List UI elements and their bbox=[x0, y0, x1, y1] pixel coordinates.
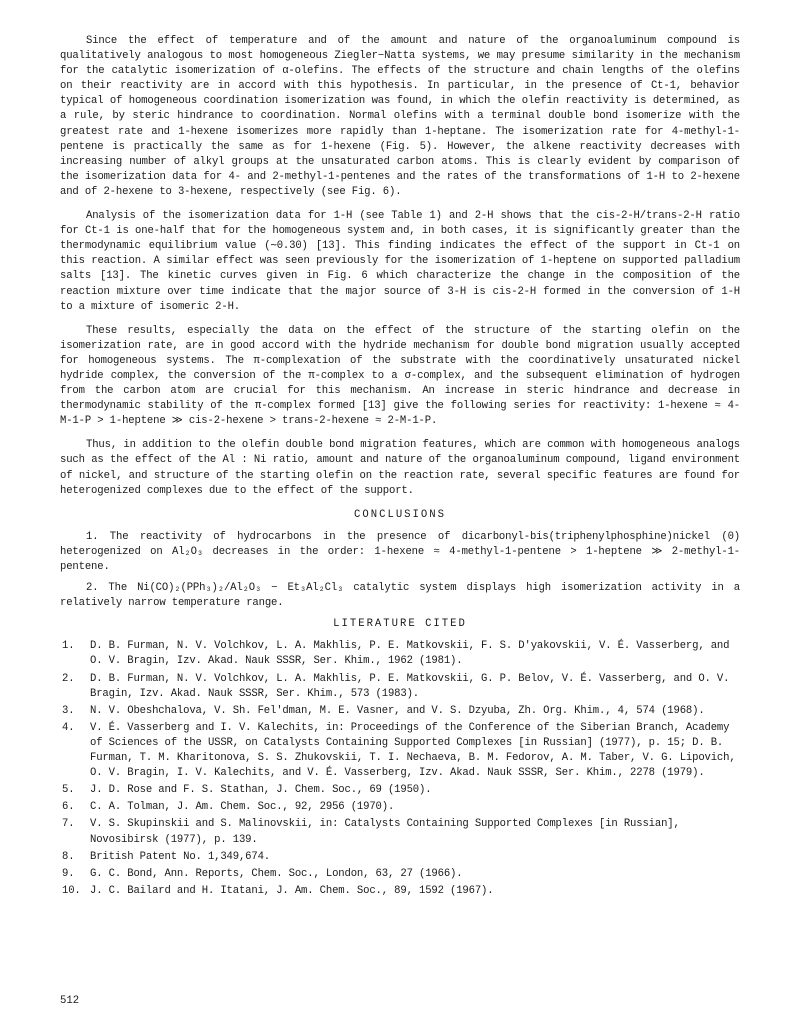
paragraph-4: Thus, in addition to the olefin double bond migration features, which are common with homogeneous analogs such as the effect of the Al : Ni ratio, amount and nature of the organoaluminum compound, ligand environment of nickel, and structure of the starting olefin on the reaction rate, several specific features are found for heterogenized complexes due to the effect of the support. bbox=[60, 439, 740, 497]
reference-text: C. A. Tolman, J. Am. Chem. Soc., 92, 2956 (1970). bbox=[90, 801, 395, 814]
paragraph-3: These results, especially the data on the effect of the structure of the starting olefin on the isomerization rate, are in good accord with the hydride mechanism for double bond migration usually accepted for homogeneous systems. The π-complexation of the substrate with the coordinatively unsaturated nickel hydride complex, the conversion of the π-complex to a σ-complex, and the subsequent elimination of hydrogen from the carbon atom are crucial for this mechanism. An increase in steric hindrance and decrease in thermodynamic stability of the π-complex formed [13] give the following series for reactivity: 1-hexene ≈ 4-M-1-P > 1-heptene ≫ cis-2-hexene > trans-2-hexene ≈ 2-M-1-P. bbox=[60, 324, 740, 428]
reference-list bbox=[60, 639, 740, 899]
reference-number: 9. bbox=[62, 867, 75, 880]
reference-number: 7. bbox=[62, 818, 75, 831]
reference-number: 1. bbox=[62, 640, 75, 653]
reference-text: V. É. Vasserberg and I. V. Kalechits, in: Proceedings of the Conference of the Siberian Branch, Academy of Sciences of the USSR, on Catalysts Containing Supported Complexes [in Russian] (1977), p. 15; D. B. Furman, T. M. Kharitonova, S. S. Zhukovskii, T. I. Nechaeva, B. M. Fedorov, A. M. Taber, V. G. Lipovich, O. V. Bragin, I. V. Kalechits, and V. É. Vasserberg, Izv. Akad. Nauk SSSR, Ser. Khim., 2278 (1979). bbox=[90, 721, 736, 780]
reference-item bbox=[60, 884, 740, 899]
reference-text: N. V. Obeshchalova, V. Sh. Fel'dman, M. E. Vasner, and V. S. Dzyuba, Zh. Org. Khim., 4, 574 (1968). bbox=[90, 704, 705, 717]
reference-number: 8. bbox=[62, 850, 75, 863]
conclusion-item-1: 1. The reactivity of hydrocarbons in the presence of dicarbonyl-bis(triphenylphosphine)nickel (0) heterogenized on Al₂O₃ decreases in the order: 1-hexene ≈ 4-methyl-1-pentene > 1-heptene ≫ 2-methyl-1-pentene. bbox=[60, 530, 740, 573]
reference-text: British Patent No. 1,349,674. bbox=[90, 850, 271, 863]
reference-item bbox=[60, 704, 740, 719]
paragraph-1: Since the effect of temperature and of the amount and nature of the organoaluminum compound is qualitatively analogous to most homogeneous Ziegler−Natta systems, we may presume similarity in the mechanism for the catalytic isomerization of α-olefins. The effects of the structure and chain lengths of the olefins on their reactivity are in accord with this hypothesis. In particular, in the presence of Ct-1, behavior typical of homogeneous coordination isomerization was found, in which the olefin reactivity is determined, as a rule, by steric hindrance to coordination. Normal olefins with a terminal double bond isomerize with the greatest rate and 1-hexene isomerizes more rapidly than 1-heptane. The isomerization rate for 4-methyl-1-pentene is practically the same as for 1-hexene (Fig. 5). However, the alkene reactivity decreases with increasing number of alkyl groups at the unsaturated carbon atoms. This is clearly evident by comparison of the isomerization data for 4- and 2-methyl-1-pentenes and the rates of the transformations of 1-H to 2-hexene and of 2-hexene to 3-hexene, respectively (see Fig. 6). bbox=[60, 35, 740, 198]
reference-text: J. C. Bailard and H. Itatani, J. Am. Chem. Soc., 89, 1592 (1967). bbox=[90, 884, 494, 897]
reference-item bbox=[60, 672, 740, 702]
reference-item bbox=[60, 800, 740, 815]
page-number: 512 bbox=[60, 995, 80, 1007]
reference-number: 6. bbox=[62, 801, 75, 814]
reference-number: 5. bbox=[62, 784, 75, 797]
reference-text: V. S. Skupinskii and S. Malinovskii, in: Catalysts Containing Supported Complexes [in Russian], Novosibirsk (1977), p. 139. bbox=[90, 818, 680, 846]
literature-heading: LITERATURE CITED bbox=[333, 618, 467, 631]
conclusion-item-2: 2. The Ni(CO)₂(PPh₃)₂/Al₂O₃ − Et₃Al₂Cl₃ catalytic system displays high isomerization activity in a relatively narrow temperature range. bbox=[60, 582, 740, 610]
reference-text: J. D. Rose and F. S. Stathan, J. Chem. Soc., 69 (1950). bbox=[90, 784, 432, 797]
reference-item bbox=[60, 850, 740, 865]
reference-text: D. B. Furman, N. V. Volchkov, L. A. Makhlis, P. E. Matkovskii, F. S. D'yakovskii, V. É. Vasserberg, and O. V. Bragin, Izv. Akad. Nauk SSSR, Ser. Khim., 1962 (1981). bbox=[90, 640, 730, 668]
page-content bbox=[60, 34, 740, 901]
reference-number: 2. bbox=[62, 672, 75, 685]
reference-item bbox=[60, 817, 740, 847]
reference-text: G. C. Bond, Ann. Reports, Chem. Soc., London, 63, 27 (1966). bbox=[90, 867, 463, 880]
reference-item bbox=[60, 783, 740, 798]
reference-item bbox=[60, 639, 740, 669]
reference-number: 4. bbox=[62, 721, 75, 734]
paragraph-2: Analysis of the isomerization data for 1-H (see Table 1) and 2-H shows that the cis-2-H/trans-2-H ratio for Ct-1 is one-half that for the homogeneous system and, in both cases, it is significantly greater than the thermodynamic equilibrium value (∼0.30) [13]. This finding indicates the effect of the support in Ct-1 on this reaction. A similar effect was seen previously for the isomerization of 1-heptene on supported palladium salts [13]. The kinetic curves given in Fig. 6 which characterize the change in the composition of the reaction mixture over time indicate that the major source of 3-H is cis-2-H formed in the conversion of 1-H to a mixture of isomeric 2-H. bbox=[60, 210, 740, 313]
reference-number: 3. bbox=[62, 704, 75, 717]
reference-text: D. B. Furman, N. V. Volchkov, L. A. Makhlis, P. E. Matkovskii, G. P. Belov, V. É. Vasserberg, and O. V. Bragin, Izv. Akad. Nauk SSSR, Ser. Khim., 573 (1983). bbox=[90, 672, 730, 700]
body-text bbox=[60, 34, 740, 499]
reference-item bbox=[60, 867, 740, 882]
reference-item bbox=[60, 721, 740, 781]
reference-number: 10. bbox=[62, 884, 81, 897]
conclusions-heading: CONCLUSIONS bbox=[354, 508, 446, 521]
